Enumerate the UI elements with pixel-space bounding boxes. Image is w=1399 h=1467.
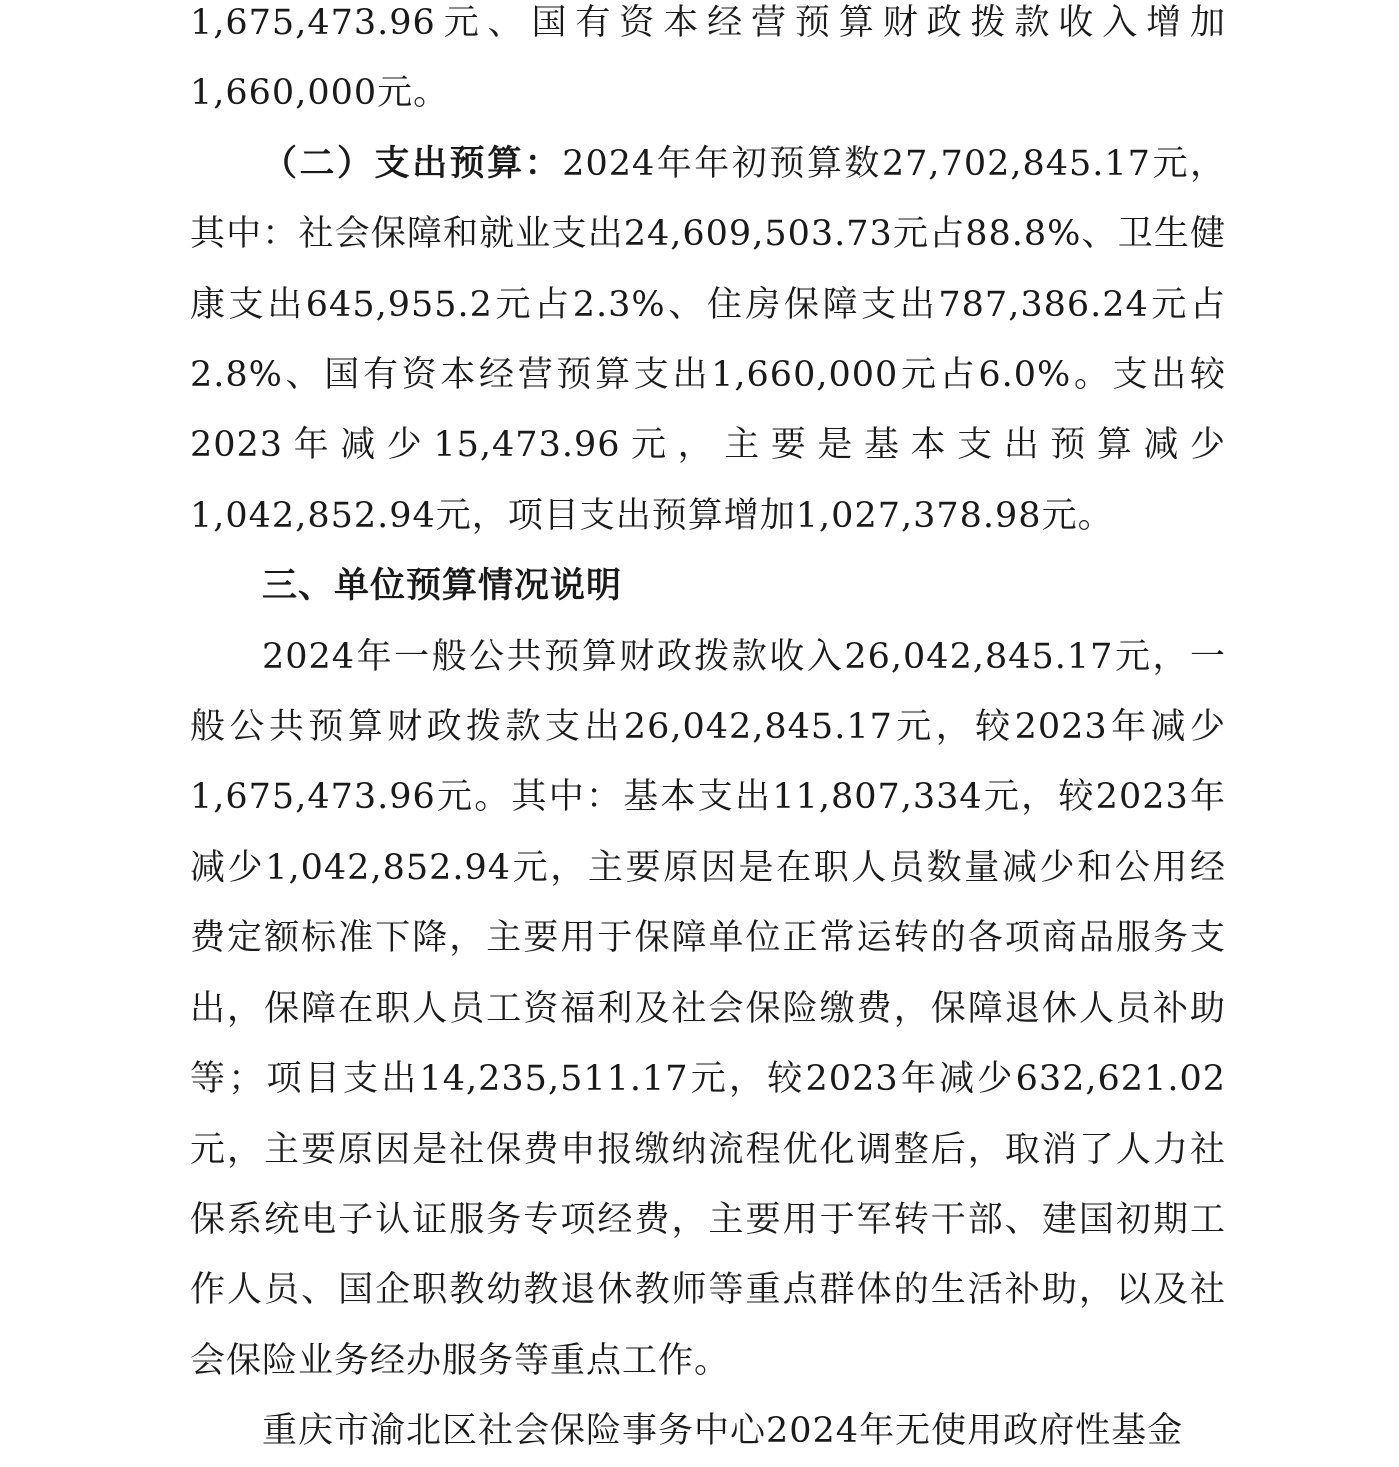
expenditure-budget-body: 2024年年初预算数27,702,845.17元，其中：社会保障和就业支出24,609,503.73元占88.8%、卫生健康支出645,955.2元占2.3%、住房保障支出787,386.24元占2.8%、国有资本经营预算支出1,660,000元占6.0%。支出较2023年减少15,473.96元，主要是基本支出预算减少1,042,852.94元，项目支出预算增加1,027,378.98元。 <box>190 143 1226 536</box>
section-heading-unit-budget: 三、单位预算情况说明 <box>262 565 623 607</box>
paragraph-income-continuation: 1,675,473.96元、国有资本经营预算财政拨款收入增加1,660,000元。 <box>190 3 1226 114</box>
paragraph-expenditure-budget <box>190 129 1226 551</box>
document-page <box>190 0 1226 1467</box>
paragraph-unit-budget: 2024年一般公共预算财政拨款收入26,042,845.17元，一般公共预算财政拨款支出26,042,845.17元，较2023年减少1,675,473.96元。其中：基本支出11,807,334元，较2023年减少1,042,852.94元，主要原因是在职人员数量减少和公用经费定额标准下降，主要用于保障单位正常运转的各项商品服务支出，保障在职人员工资福利及社会保险缴费，保障退休人员补助等；项目支出14,235,511.17元，较2023年减少632,621.02元，主要原因是社保费申报缴纳流程优化调整后，取消了人力社保系统电子认证服务专项经费，主要用于军转干部、建国初期工作人员、国企职教幼教退休教师等重点群体的生活补助，以及社会保险业务经办服务等重点工作。 <box>190 636 1226 1381</box>
expenditure-budget-lead: （二）支出预算： <box>262 142 563 184</box>
paragraph-government-fund: 重庆市渝北区社会保险事务中心2024年无使用政府性基金 <box>262 1411 1184 1452</box>
